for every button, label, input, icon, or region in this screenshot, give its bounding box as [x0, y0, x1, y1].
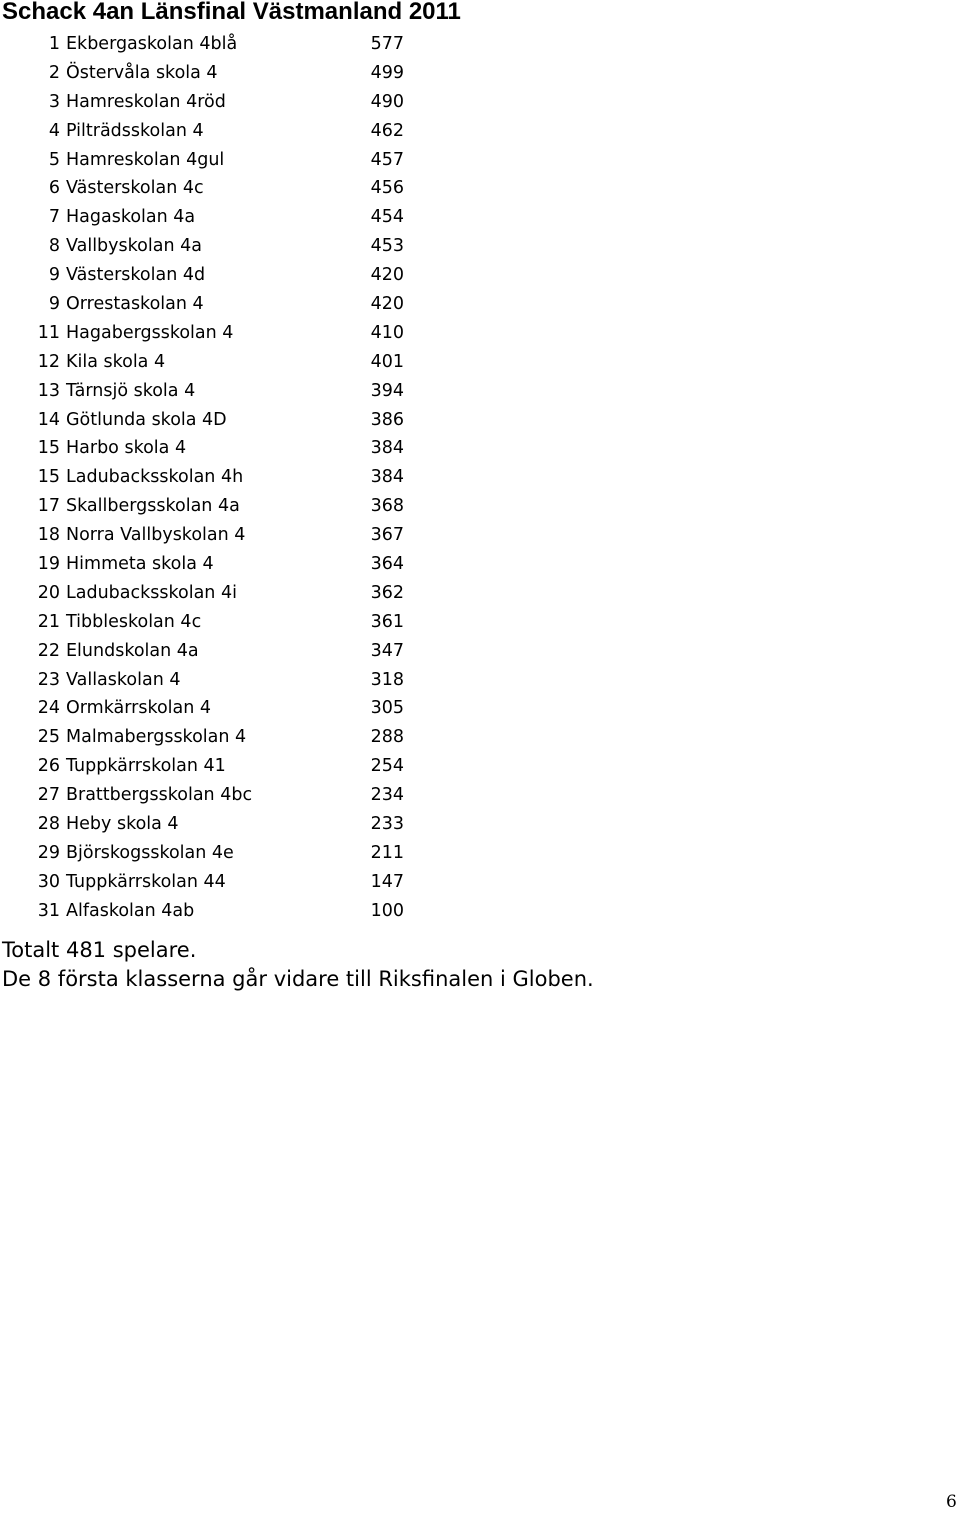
rank-cell: 15 [37, 467, 60, 488]
result-row [0, 637, 420, 666]
rank-cell: 5 [48, 149, 60, 170]
score-cell: 254 [370, 756, 404, 777]
school-name: Västerskolan 4d [66, 265, 206, 286]
result-row [0, 117, 420, 146]
page-number: 6 [946, 1492, 957, 1512]
score-cell: 456 [370, 178, 404, 199]
rank-cell: 21 [37, 611, 60, 632]
score-cell: 401 [370, 351, 404, 372]
rank-cell: 29 [37, 842, 60, 863]
result-row [0, 752, 420, 781]
score-cell: 454 [370, 207, 404, 228]
score-cell: 457 [370, 149, 404, 170]
rank-cell: 3 [48, 91, 60, 112]
score-cell: 305 [370, 698, 404, 719]
school-name: Tärnsjö skola 4 [66, 380, 196, 401]
score-cell: 100 [370, 900, 404, 921]
rank-cell: 15 [37, 438, 60, 459]
result-row [0, 290, 420, 319]
total-players-text: Totalt 481 spelare. [2, 938, 197, 962]
school-name: Tibbleskolan 4c [66, 611, 202, 632]
rank-cell: 30 [37, 871, 60, 892]
result-row [0, 868, 420, 897]
school-name: Götlunda skola 4D [66, 409, 227, 430]
school-name: Skallbergsskolan 4a [66, 496, 240, 517]
results-list [0, 30, 420, 926]
rank-cell: 22 [37, 640, 60, 661]
result-row [0, 492, 420, 521]
rank-cell: 25 [37, 727, 60, 748]
school-name: Hamreskolan 4gul [66, 149, 225, 170]
result-row [0, 348, 420, 377]
rank-cell: 13 [37, 380, 60, 401]
rank-cell: 12 [37, 351, 60, 372]
school-name: Björskogsskolan 4e [66, 842, 234, 863]
result-row [0, 723, 420, 752]
score-cell: 211 [370, 842, 404, 863]
result-row [0, 377, 420, 406]
rank-cell: 17 [37, 496, 60, 517]
score-cell: 453 [370, 236, 404, 257]
rank-cell: 6 [48, 178, 60, 199]
score-cell: 233 [370, 814, 404, 835]
score-cell: 361 [370, 611, 404, 632]
rank-cell: 28 [37, 814, 60, 835]
result-row [0, 406, 420, 435]
score-cell: 147 [370, 871, 404, 892]
result-row [0, 550, 420, 579]
rank-cell: 4 [48, 120, 60, 141]
score-cell: 490 [370, 91, 404, 112]
result-row [0, 88, 420, 117]
school-name: Ekbergaskolan 4blå [66, 34, 238, 54]
rank-cell: 9 [48, 265, 60, 286]
school-name: Pilträdsskolan 4 [66, 120, 204, 141]
result-row [0, 232, 420, 261]
school-name: Kila skola 4 [66, 351, 166, 372]
school-name: Ladubacksskolan 4h [66, 467, 244, 488]
score-cell: 364 [370, 554, 404, 575]
score-cell: 384 [370, 438, 404, 459]
school-name: Östervåla skola 4 [66, 62, 218, 83]
rank-cell: 27 [37, 785, 60, 806]
rank-cell: 19 [37, 554, 60, 575]
result-row [0, 463, 420, 492]
school-name: Elundskolan 4a [66, 640, 199, 661]
school-name: Orrestaskolan 4 [66, 294, 204, 315]
school-name: Heby skola 4 [66, 814, 179, 835]
school-name: Västerskolan 4c [66, 178, 204, 199]
result-row [0, 203, 420, 232]
rank-cell: 23 [37, 669, 60, 690]
result-row [0, 839, 420, 868]
result-row [0, 694, 420, 723]
rank-cell: 11 [37, 322, 60, 343]
score-cell: 394 [370, 380, 404, 401]
result-row [0, 666, 420, 695]
rank-cell: 20 [37, 582, 60, 603]
page-title: Schack 4an Länsfinal Västmanland 2011 [2, 0, 461, 25]
rank-cell: 7 [48, 207, 60, 228]
result-row [0, 319, 420, 348]
result-row [0, 810, 420, 839]
rank-cell: 31 [37, 900, 60, 921]
school-name: Brattbergsskolan 4bc [66, 785, 253, 806]
school-name: Himmeta skola 4 [66, 554, 214, 575]
score-cell: 318 [370, 669, 404, 690]
school-name: Hagabergsskolan 4 [66, 322, 234, 343]
score-cell: 347 [370, 640, 404, 661]
result-row [0, 521, 420, 550]
rank-cell: 2 [48, 62, 60, 83]
school-name: Harbo skola 4 [66, 438, 187, 459]
score-cell: 384 [370, 467, 404, 488]
rank-cell: 1 [48, 34, 60, 54]
score-cell: 420 [370, 265, 404, 286]
score-cell: 367 [370, 525, 404, 546]
school-name: Tuppkärrskolan 41 [66, 756, 226, 777]
school-name: Vallbyskolan 4a [66, 236, 202, 257]
rank-cell: 24 [37, 698, 60, 719]
rank-cell: 26 [37, 756, 60, 777]
score-cell: 234 [370, 785, 404, 806]
rank-cell: 9 [48, 294, 60, 315]
result-row [0, 434, 420, 463]
result-row [0, 897, 420, 926]
result-row [0, 59, 420, 88]
school-name: Ormkärrskolan 4 [66, 698, 212, 719]
school-name: Tuppkärrskolan 44 [66, 871, 226, 892]
result-row [0, 608, 420, 637]
result-row [0, 781, 420, 810]
score-cell: 577 [370, 34, 404, 54]
score-cell: 499 [370, 62, 404, 83]
score-cell: 386 [370, 409, 404, 430]
result-row [0, 174, 420, 203]
score-cell: 288 [370, 727, 404, 748]
score-cell: 410 [370, 322, 404, 343]
qualification-note: De 8 första klasserna går vidare till Riksfinalen i Globen. [2, 966, 594, 991]
rank-cell: 18 [37, 525, 60, 546]
result-row [0, 261, 420, 290]
score-cell: 362 [370, 582, 404, 603]
school-name: Ladubacksskolan 4i [66, 582, 237, 603]
score-cell: 368 [370, 496, 404, 517]
rank-cell: 8 [48, 236, 60, 257]
rank-cell: 14 [37, 409, 60, 430]
school-name: Hamreskolan 4röd [66, 91, 226, 112]
school-name: Vallaskolan 4 [66, 669, 181, 690]
footer [2, 936, 594, 993]
school-name: Malmabergsskolan 4 [66, 727, 247, 748]
score-cell: 420 [370, 294, 404, 315]
result-row [0, 579, 420, 608]
school-name: Norra Vallbyskolan 4 [66, 525, 246, 546]
result-row [0, 146, 420, 175]
result-row [0, 30, 420, 59]
school-name: Hagaskolan 4a [66, 207, 196, 228]
score-cell: 462 [370, 120, 404, 141]
school-name: Alfaskolan 4ab [66, 900, 195, 921]
